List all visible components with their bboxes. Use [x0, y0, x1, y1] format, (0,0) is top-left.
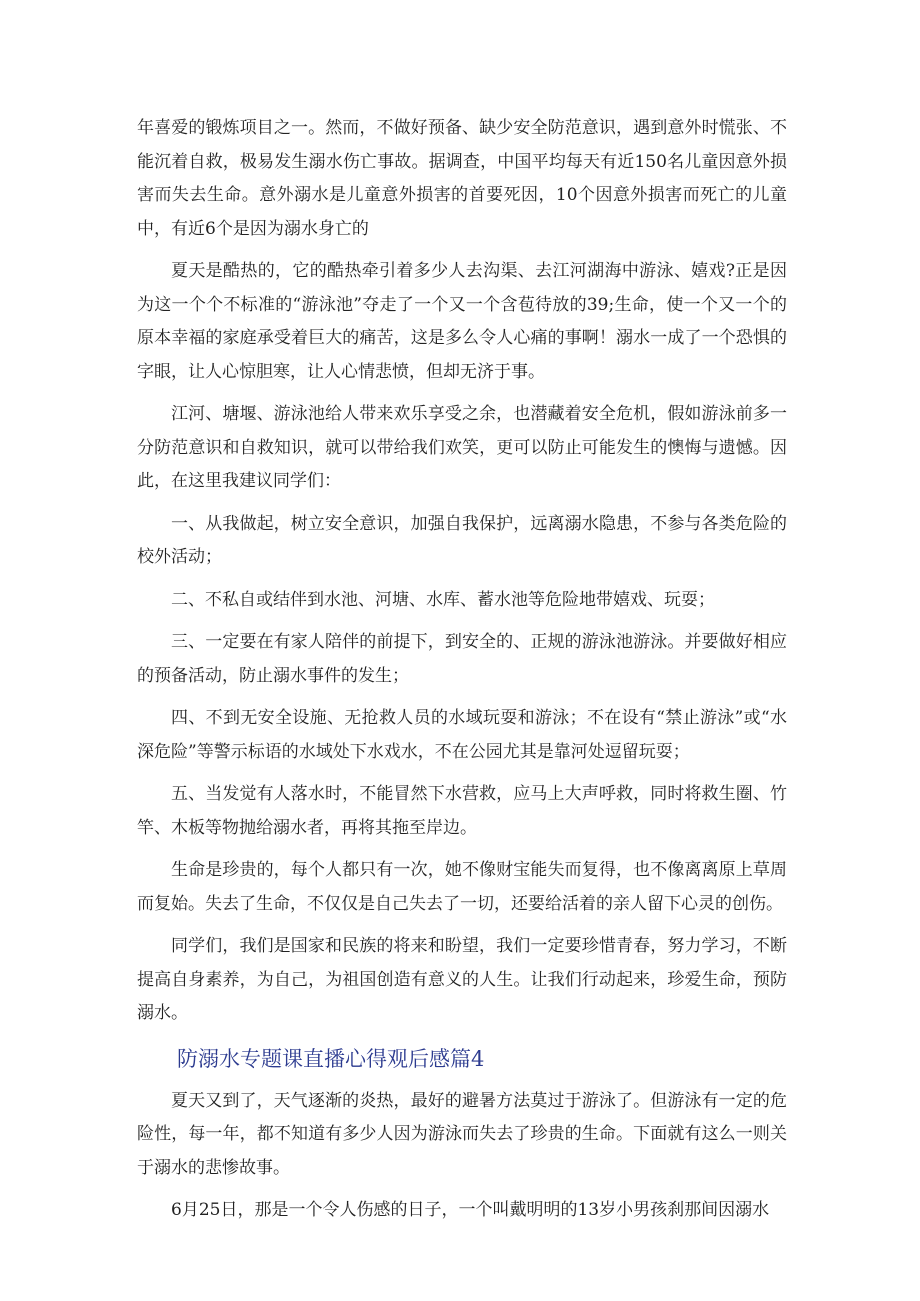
paragraph-story-start: 6月25日，那是一个令人伤感的日子，一个叫戴明明的13岁小男孩刹那间因溺水 [171, 1200, 770, 1220]
paragraph-intro-continuation: 年喜爱的锻炼项目之一。然而，不做好预备、缺少安全防范意识，遇到意外时慌张、不能沉着自救，极易发生溺水伤亡事故。据调查，中国平均每天有近150名儿童因意外损害而失去生命。意外溺水是儿童意外损害的首要死因，10个因意外损害而死亡的儿童中，有近6个是因为溺水身亡的 [137, 118, 787, 239]
paragraph-summer-danger: 夏天是酷热的，它的酷热牵引着多少人去沟渠、去江河湖海中游泳、嬉戏?正是因为这一个个不标准的“游泳池”夺走了一个又一个含苞待放的39;生命，使一个又一个的原本幸福的家庭承受着巨大的痛苦，这是多么令人心痛的事啊！溺水一成了一个恐惧的字眼，让人心惊胆寒，让人心情悲愤，但却无济于事。 [137, 261, 787, 382]
paragraph-call-to-action: 同学们，我们是国家和民族的将来和盼望，我们一定要珍惜青春，努力学习，不断提高自身素养，为自己，为祖国创造有意义的人生。让我们行动起来，珍爱生命，预防溺水。 [137, 936, 787, 1023]
suggestion-item-2: 二、不私自或结伴到水池、河塘、水库、蓄水池等危险地带嬉戏、玩耍； [171, 589, 715, 610]
paragraph-life-precious: 生命是珍贵的，每个人都只有一次，她不像财宝能失而复得，也不像离离原上草周而复始。失去了生命，不仅仅是自己失去了一切，还要给活着的亲人留下心灵的创伤。 [137, 860, 787, 914]
suggestion-item-1: 一、从我做起，树立安全意识，加强自我保护，远离溺水隐患，不参与各类危险的校外活动； [137, 513, 787, 567]
suggestion-item-5: 五、当发觉有人落水时，不能冒然下水营救，应马上大声呼救，同时将救生圈、竹竿、木板等物抛给溺水者，再将其拖至岸边。 [137, 784, 787, 838]
suggestion-item-4: 四、不到无安全设施、无抢救人员的水域玩耍和游泳；不在设有“禁止游泳”或“水深危险”等警示标语的水域处下水戏水，不在公园尤其是靠河处逗留玩耍； [137, 708, 787, 762]
document-body [137, 112, 787, 1237]
paragraph-summer-swimming: 夏天又到了，天气逐渐的炎热，最好的避暑方法莫过于游泳了。但游泳有一定的危险性，每一年，都不知道有多少人因为游泳而失去了珍贵的生命。下面就有这么一则关于溺水的悲惨故事。 [137, 1090, 787, 1178]
paragraph-safety-awareness: 江河、塘堰、游泳池给人带来欢乐享受之余，也潜藏着安全危机，假如游泳前多一分防范意识和自救知识，就可以带给我们欢笑，更可以防止可能发生的懊悔与遗憾。因此，在这里我建议同学们： [137, 404, 787, 491]
suggestion-item-3: 三、一定要在有家人陪伴的前提下，到安全的、正规的游泳池游泳。并要做好相应的预备活动，防止溺水事件的发生； [137, 632, 787, 686]
section-heading: 防溺水专题课直播心得观后感篇4 [177, 1046, 485, 1071]
